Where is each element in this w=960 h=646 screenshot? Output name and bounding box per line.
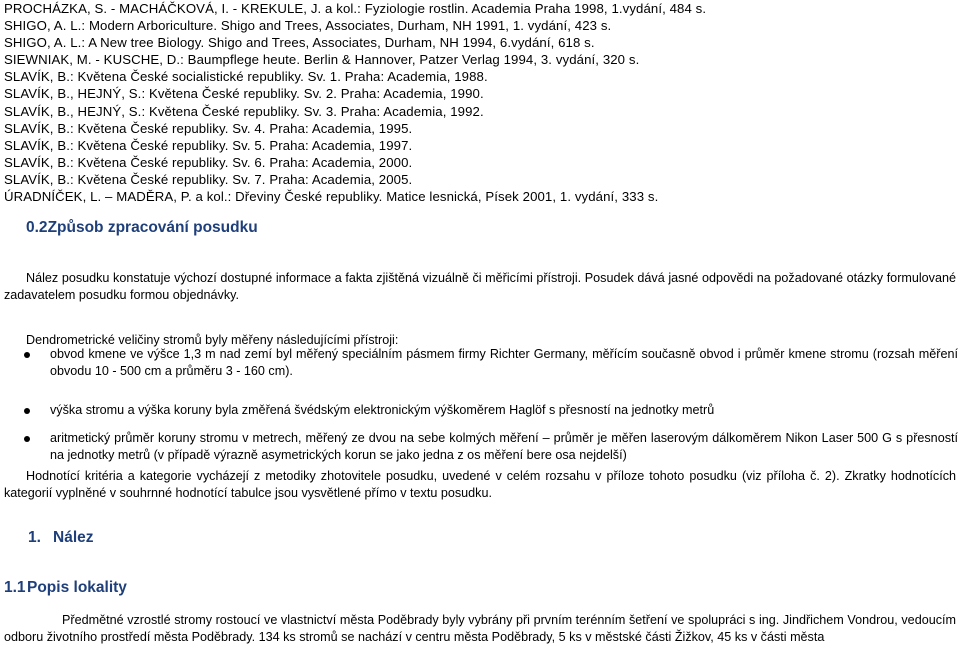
reference-item: SLAVÍK, B.: Květena České republiky. Sv. 4. Praha: Academia, 1995. [4,120,413,136]
bullet-item-crown-diameter [4,430,958,470]
section-number: 0.2 [26,219,48,236]
reference-list [4,0,956,205]
reference-item: SLAVÍK, B.: Květena České republiky. Sv. 6. Praha: Academia, 2000. [4,154,413,170]
reference-item: SIEWNIAK, M. - KUSCHE, D.: Baumpflege heute. Berlin & Hannover, Patzer Verlag 1994, 3. vydání, 320 s. [4,52,640,68]
reference-item: SHIGO, A. L.: A New tree Biology. Shigo and Trees, Associates, Durham, NH 1994, 6.vydání, 618 s. [4,35,595,51]
paragraph-criteria: Hodnotící kritéria a kategorie vycházejí z metodiky zhotovitele posudku, uvedené v celém rozsahu v příloze tohoto posudku (viz příloha č. 2). Zkratky hodnotících kategorií vyplněné v souhrnné hodnotící tabulce jsou vysvětlené přímo v textu posudku. [4,469,956,500]
paragraph-locality: Předmětné vzrostlé stromy rostoucí ve vlastnictví města Poděbrady byly vybrány při prvním terénním šetření ve spolupráci s ing. Jindřichem Vondrou, vedoucím odboru životního prostředí města Poděbrady. 134 ks stromů se nachází v centru města Poděbrady, 5 ks v městské části Žižkov, 45 ks v části města [4,613,956,644]
section-title: Nález [53,529,94,546]
reference-item: SLAVÍK, B.: Květena České republiky. Sv. 5. Praha: Academia, 1997. [4,137,413,153]
reference-item: SHIGO, A. L.: Modern Arboriculture. Shigo and Trees, Associates, Durham, NH 1991, 1. vydání, 423 s. [4,18,612,34]
bullet-text: aritmetický průměr koruny stromu v metrech, měřený ze dvou na sebe kolmých měření – průměr je měřen laserovým dálkoměrem Nikon Laser 500 G s přesností na jednotky metrů (v případě výrazně asymetrických korun se jako jedna z os měření bere osa nejdelší) [50,431,958,462]
bullet-text: výška stromu a výška koruny byla změřená švédským elektronickým výškoměrem Haglöf s přesností na jednotky metrů [50,403,715,417]
reference-item: SLAVÍK, B.: Květena České republiky. Sv. 7. Praha: Academia, 2005. [4,171,413,187]
section-number: 1.1 [4,579,26,596]
bullet-dot-icon [24,352,30,358]
section-title: Popis lokality [27,579,127,596]
instrument-bullet-list [4,346,958,470]
section-title: Způsob zpracování posudku [47,219,258,236]
bullet-item-trunk-girth [4,346,958,402]
paragraph-instruments-intro: Dendrometrické veličiny stromů byly měřeny následujícími přístroji: [26,333,399,347]
section-heading-0-2 [26,219,258,237]
bullet-dot-icon [24,436,30,442]
bullet-text: obvod kmene ve výšce 1,3 m nad zemí byl měřený speciálním pásmem firmy Richter Germany, měřícím současně obvod i průměr kmene stromu (rozsah měření obvodu 10 - 500 cm a průměru 3 - 160 cm). [50,347,958,378]
reference-item: ÚRADNÍČEK, L. – MADĚRA, P. a kol.: Dřeviny České republiky. Matice lesnická, Písek 2001, 1. vydání, 333 s. [4,189,659,205]
bullet-item-tree-height [4,402,958,430]
section-heading-1-1 [4,579,127,597]
paragraph-findings-intro: Nález posudku konstatuje výchozí dostupné informace a fakta zjištěná vizuálně či měřicími přístroji. Posudek dává jasné odpovědi na požadované otázky formulované zadavatelem posudku formou objednávky. [4,271,956,302]
bullet-dot-icon [24,408,30,414]
reference-item: SLAVÍK, B.: Květena České socialistické republiky. Sv. 1. Praha: Academia, 1988. [4,69,488,85]
section-heading-1 [28,529,94,547]
reference-item: PROCHÁZKA, S. - MACHÁČKOVÁ, I. - KREKULE, J. a kol.: Fyziologie rostlin. Academia Praha 1998, 1.vydání, 484 s. [4,1,707,16]
reference-item: SLAVÍK, B., HEJNÝ, S.: Květena České republiky. Sv. 3. Praha: Academia, 1992. [4,103,484,119]
reference-item: SLAVÍK, B., HEJNÝ, S.: Květena České republiky. Sv. 2. Praha: Academia, 1990. [4,86,484,102]
section-number: 1. [28,529,41,546]
